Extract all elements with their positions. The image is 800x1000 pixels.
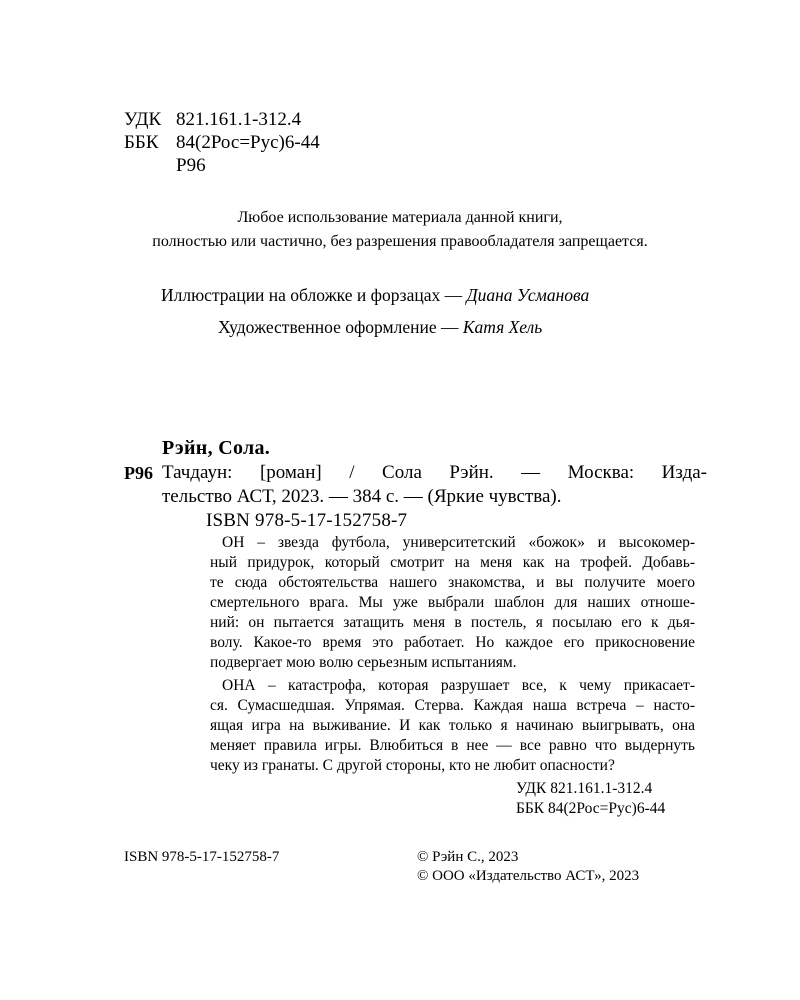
annotation-line: ящая игра на выживание. И как только я начинаю выигрывать, она [210, 717, 695, 734]
bbk-short: ББК 84(2Рос=Рус)6-44 [516, 800, 666, 817]
annotation-line: меняет правила игры. Влюбиться в нее — все равно что выдернуть [210, 737, 695, 754]
credit-role: Художественное оформление — [218, 317, 463, 337]
udk-value: 821.161.1-312.4 [176, 109, 302, 130]
annotation-line: ОНА – катастрофа, которая разрушает все, к чему прикасает- [222, 677, 695, 694]
credit-role: Иллюстрации на обложке и форзацах — [161, 285, 467, 305]
author-mark: Р96 [176, 155, 206, 176]
credit-name: Диана Усманова [466, 285, 590, 305]
bbk-value: 84(2Рос=Рус)6-44 [176, 132, 320, 153]
annotation-line: ный придурок, который смотрит на меня как на трофей. Добавь- [210, 554, 695, 571]
udk-short: УДК 821.161.1-312.4 [516, 780, 653, 797]
annotation-line: волу. Какое-то время это работает. Но каждое его прикосновение [210, 634, 695, 651]
udk-label: УДК [124, 109, 162, 130]
illustrations-credit [161, 285, 589, 306]
credit-name: Катя Хель [462, 317, 543, 337]
catalog-isbn: ISBN 978-5-17-152758-7 [206, 510, 408, 531]
annotation-line: подвергает мою волю серьезным испытаниям. [210, 654, 517, 671]
annotation-line: ся. Сумасшедшая. Упрямая. Стерва. Каждая наша встреча – насто- [210, 697, 695, 714]
annotation-line: те сюда обстоятельства нашего знакомства, и вы получите моего [210, 574, 695, 591]
annotation-line: ний: он пытается затащить меня в постель, я посылаю его к дья- [210, 614, 695, 631]
catalog-mark: Р96 [124, 463, 153, 483]
copyright-author: © Рэйн С., 2023 [417, 849, 519, 865]
bbk-label: ББК [124, 132, 159, 153]
bbk-row [124, 131, 320, 154]
annotation-line: ОН – звезда футбола, университетский «божок» и высокомер- [222, 534, 695, 551]
footer-isbn: ISBN 978-5-17-152758-7 [124, 849, 280, 865]
copyright-publisher: © ООО «Издательство АСТ», 2023 [417, 868, 640, 884]
catalog-title-line-1: Тачдаун: [роман] / Сола Рэйн. — Москва: Изда- [162, 462, 707, 483]
rights-notice-line-2: полностью или частично, без разрешения правообладателя запрещается. [152, 233, 648, 250]
annotation-line: смертельного врага. Мы уже выбрали шаблон для наших отноше- [210, 594, 695, 611]
annotation-line: чеку из гранаты. С другой стороны, кто не любит опасности? [210, 757, 615, 774]
catalog-author: Рэйн, Сола. [162, 437, 271, 459]
design-credit [218, 317, 542, 338]
catalog-title-line-2: тельство АСТ, 2023. — 384 с. — (Яркие чувства). [162, 486, 562, 507]
rights-notice-line-1: Любое использование материала данной книги, [237, 209, 563, 226]
udk-row [124, 108, 301, 131]
